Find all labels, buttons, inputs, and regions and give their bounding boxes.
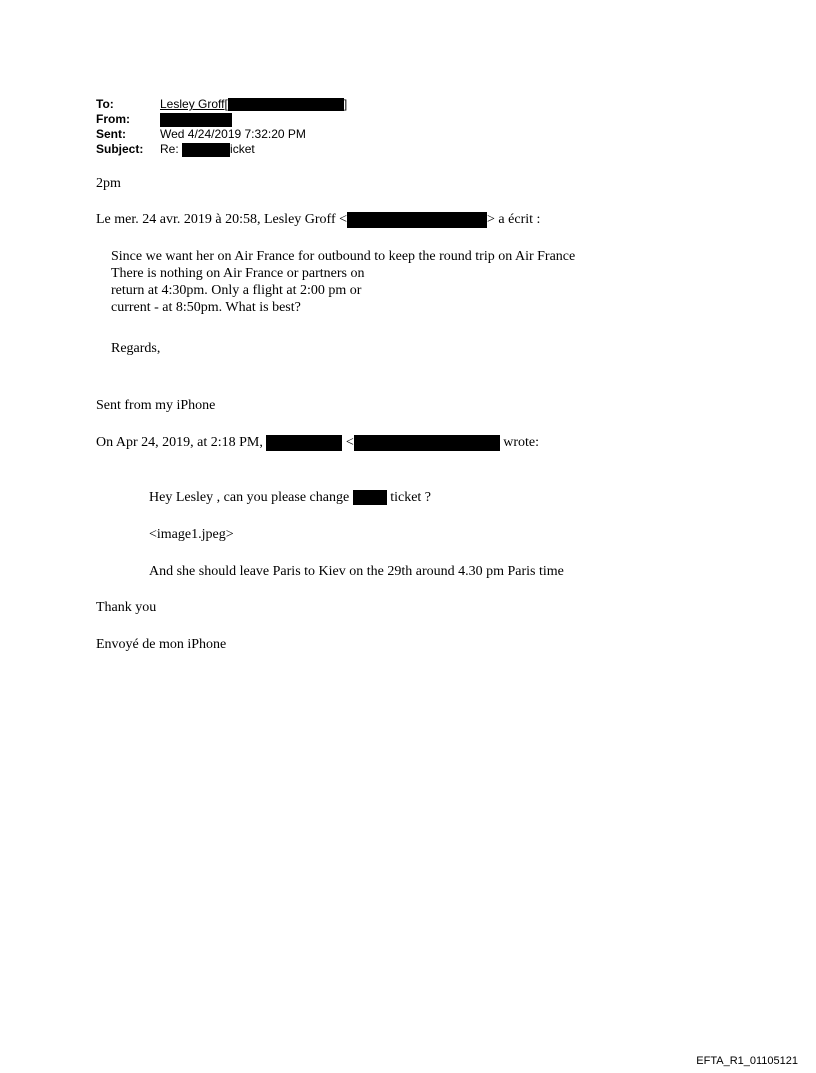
quote2-image-placeholder: <image1.jpeg>: [149, 527, 234, 542]
quote1-intro-start: Le mer. 24 avr. 2019 à 20:58, Lesley Groff <: [96, 212, 348, 228]
to-bracket: [: [224, 97, 228, 111]
quote2-intro-lt: <: [345, 435, 354, 451]
quote2-intro-start: On Apr 24, 2019, at 2:18 PM,: [96, 435, 263, 451]
quote1-line2: There is nothing on Air France or partners on: [111, 266, 365, 281]
redaction-block: [182, 143, 230, 157]
redaction-block: [160, 113, 232, 127]
thanks-text: Thank you: [96, 600, 157, 615]
quote2-intro-end: wrote:: [503, 435, 540, 451]
redaction-block: [353, 490, 387, 505]
quote2-line3: And she should leave Paris to Kiev on the 29th around 4.30 pm Paris time: [149, 564, 564, 579]
quote1-line4: current - at 8:50pm. What is best?: [111, 300, 301, 315]
subject-prefix: Re:: [160, 142, 179, 156]
reply-text: 2pm: [96, 176, 121, 191]
quote1-intro-end: > a écrit :: [487, 212, 541, 228]
redaction-block: [228, 98, 344, 111]
quote1-regards: Regards,: [111, 341, 161, 356]
sent-label: Sent:: [96, 127, 126, 141]
subject-label: Subject:: [96, 142, 144, 156]
quote1-line3: return at 4:30pm. Only a flight at 2:00 pm or: [111, 283, 362, 298]
redaction-block: [266, 435, 342, 451]
quote2-intro: [96, 435, 539, 451]
from-label: From:: [96, 112, 130, 126]
envoye-text: Envoyé de mon iPhone: [96, 637, 227, 652]
sent-from: Sent from my iPhone: [96, 398, 216, 413]
quote2-line1-start: Hey Lesley , can you please change: [149, 490, 350, 505]
to-label: To:: [96, 97, 114, 111]
document-id: EFTA_R1_01105121: [696, 1055, 798, 1067]
to-name: Lesley Groff: [160, 97, 225, 111]
quote1-line1: Since we want her on Air France for outbound to keep the round trip on Air France: [111, 249, 576, 264]
redaction-block: [354, 435, 500, 451]
quote1-intro: [96, 212, 540, 228]
quote2-line1-end: ticket ?: [390, 490, 432, 505]
sent-value: Wed 4/24/2019 7:32:20 PM: [160, 127, 306, 141]
subject-suffix: icket: [230, 142, 255, 156]
to-close: ]: [343, 97, 348, 111]
redaction-block: [347, 212, 487, 228]
quote2-line1: [149, 490, 431, 506]
